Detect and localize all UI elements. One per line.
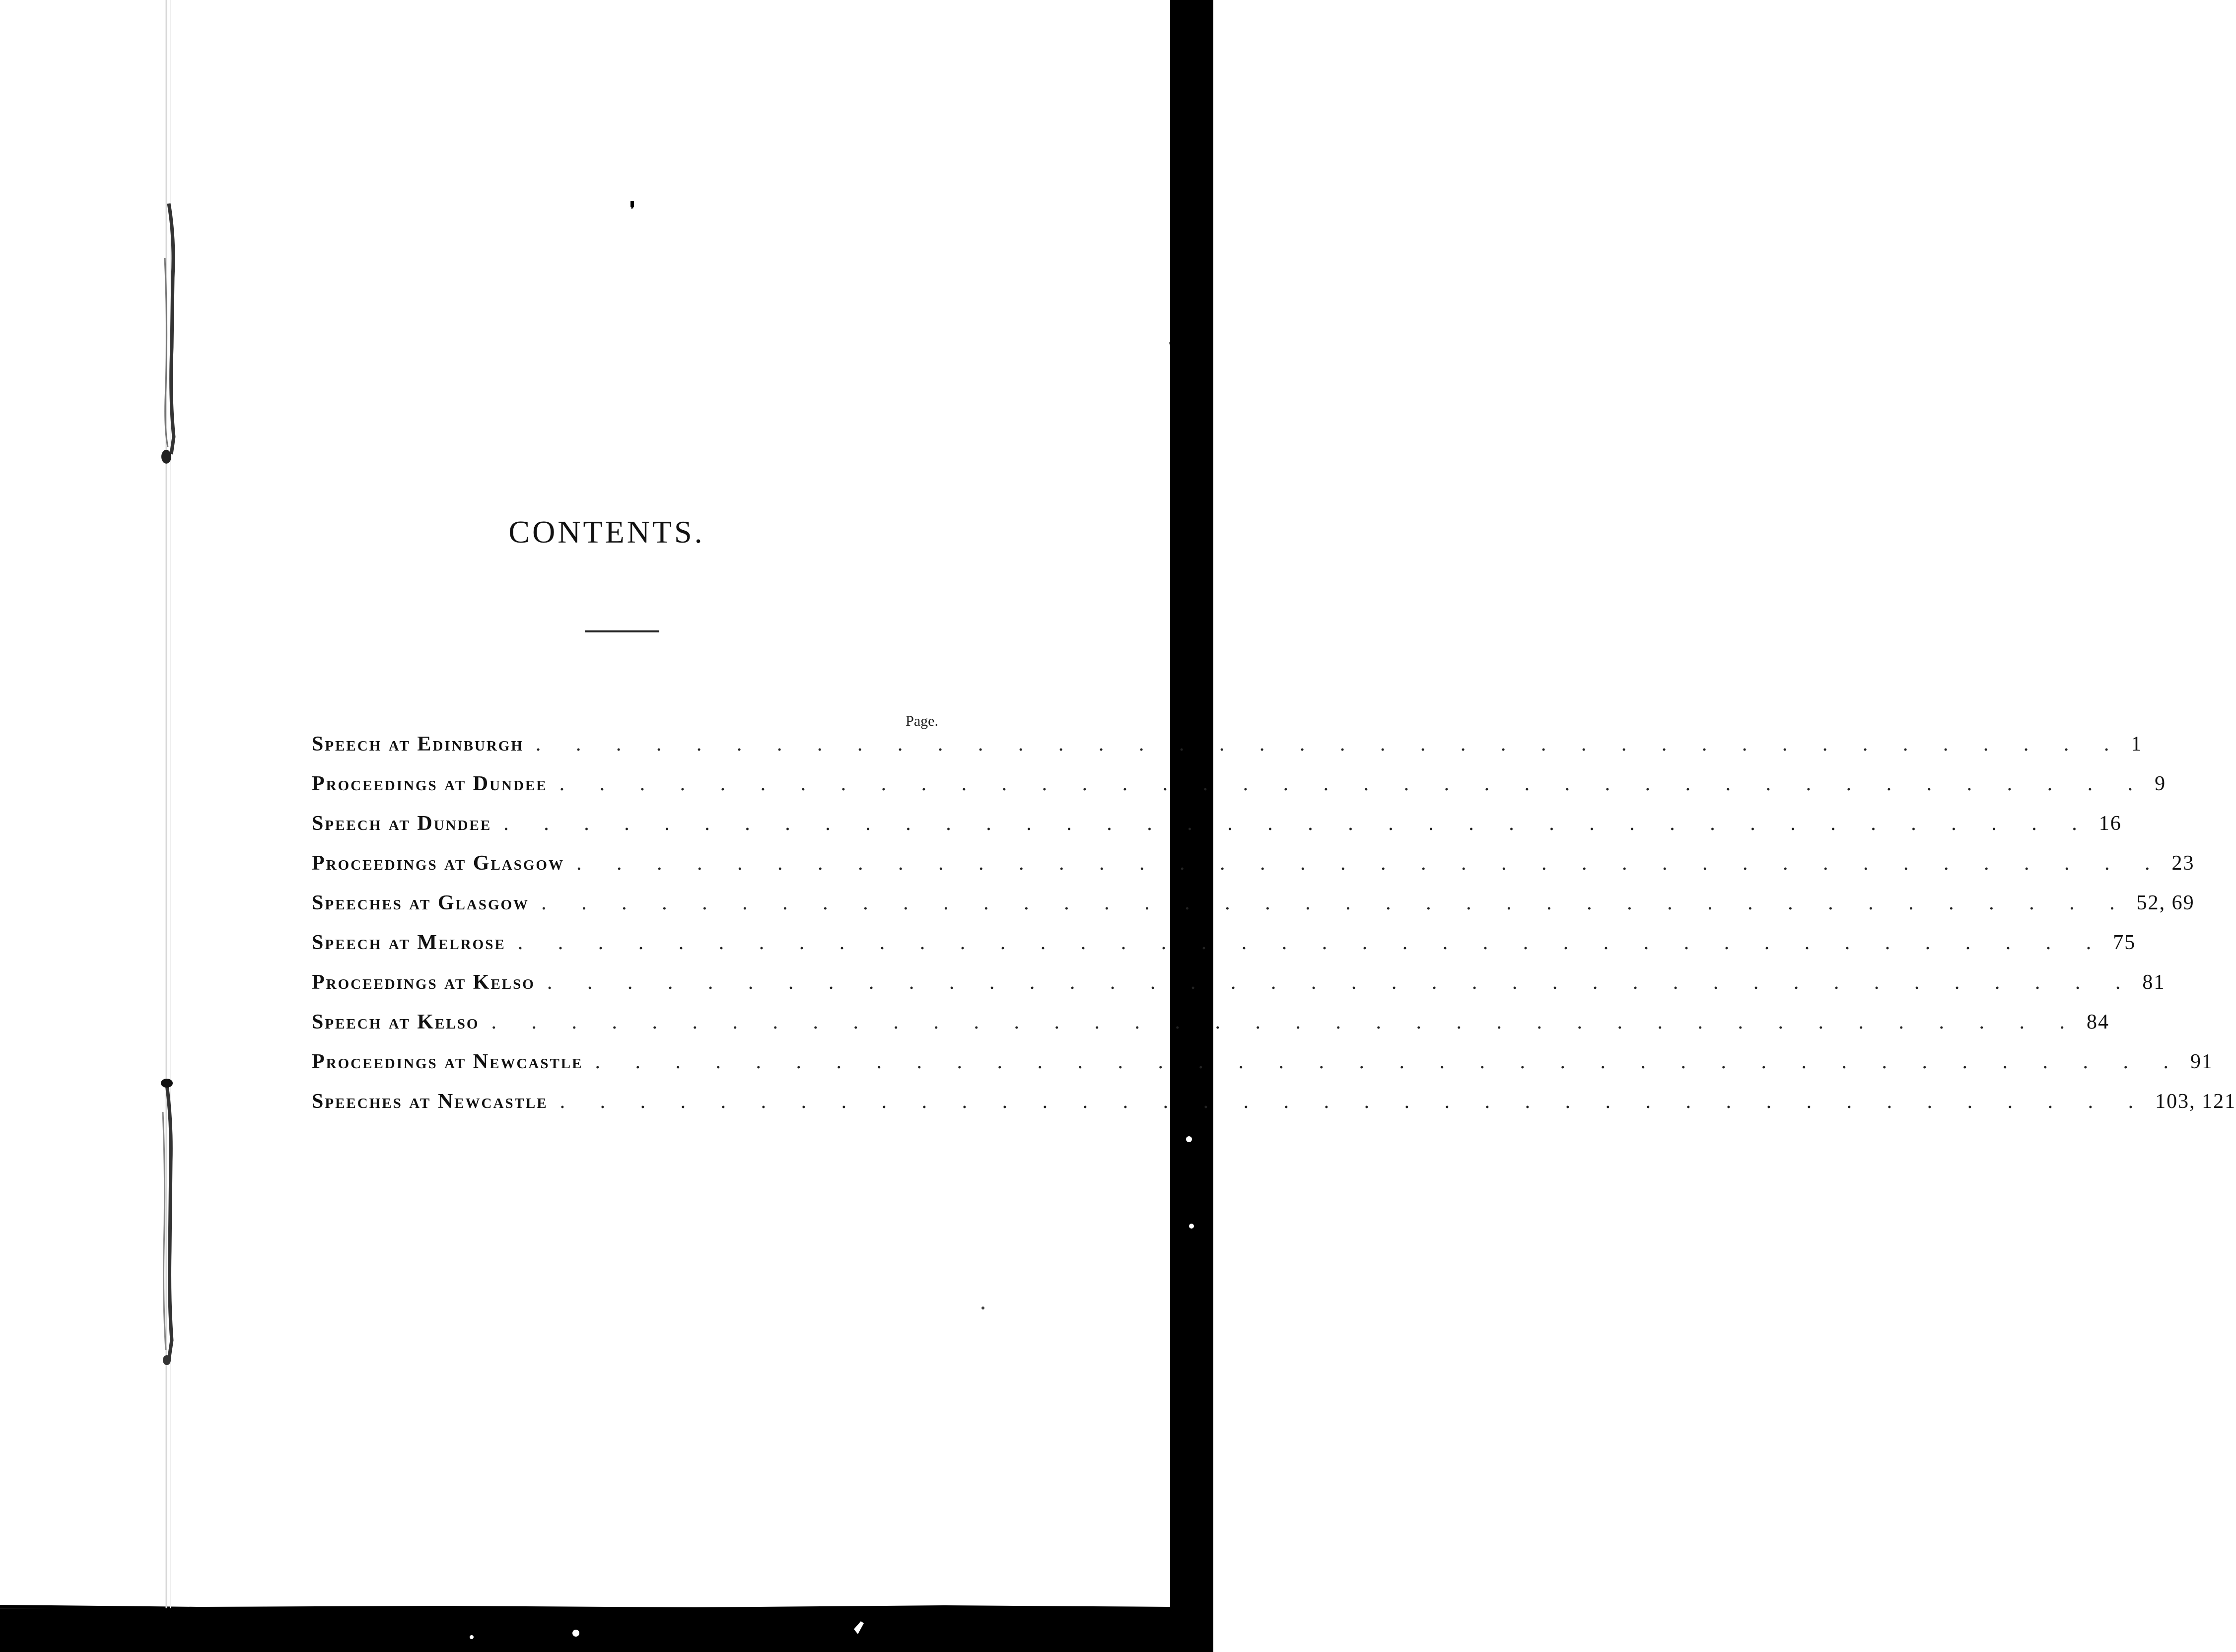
leader-dots: . . . . . . . . . . . . . . . . . . . . . . . . . . . . . . . . . . . . . . . . (541, 892, 2130, 914)
title-divider (585, 630, 659, 632)
leader-dots: . . . . . . . . . . . . . . . . . . . . . . . . . . . . . . . . . . . . . . . . (503, 812, 2092, 835)
stitch-lower (167, 1085, 172, 1360)
toc-entry-page: 1 (2131, 733, 2143, 756)
table-of-contents (312, 732, 2236, 1129)
toc-entry-title: Proceedings at Dundee (312, 772, 548, 795)
toc-entry-page: 75 (2113, 931, 2136, 954)
bottom-scan-edge (0, 1608, 1213, 1652)
toc-entry-title: Speeches at Newcastle (312, 1090, 548, 1113)
toc-entry-page: 16 (2098, 812, 2122, 835)
toc-entry-page: 103, 121 (2155, 1090, 2236, 1113)
leader-dots: . . . . . . . . . . . . . . . . . . . . . . . . . . . . . . . . . . . . . . . . (576, 852, 2165, 875)
toc-entry-page: 84 (2086, 1011, 2109, 1033)
toc-entry (312, 772, 2166, 812)
leader-dots: . . . . . . . . . . . . . . . . . . . . . . . . . . . . . . . . . . . . . . . . (547, 971, 2136, 994)
toc-entry-title: Speech at Kelso (312, 1011, 480, 1033)
leader-dots: . . . . . . . . . . . . . . . . . . . . . . . . . . . . . . . . . . . . . . . . (517, 931, 2106, 954)
toc-entry (312, 812, 2122, 851)
leader-dots: . . . . . . . . . . . . . . . . . . . . . . . . . . . . . . . . . . . . . . . . (535, 733, 2124, 756)
leader-dots: . . . . . . . . . . . . . . . . . . . . . . . . . . . . . . . . . . . . . . . . (491, 1011, 2080, 1033)
toc-entry-title: Speech at Dundee (312, 812, 492, 835)
toc-entry (312, 1010, 2109, 1050)
page-column-label: Page. (906, 713, 938, 729)
leader-dots: . . . . . . . . . . . . . . . . . . . . . . . . . . . . . . . . . . . . . . . . (559, 772, 2148, 795)
toc-entry (312, 1050, 2213, 1090)
toc-entry-title: Proceedings at Kelso (312, 971, 535, 994)
toc-entry-page: 81 (2142, 971, 2166, 994)
toc-entry-page: 91 (2190, 1050, 2213, 1073)
toc-entry-title: Proceedings at Newcastle (312, 1050, 583, 1073)
toc-entry-title: Proceedings at Glasgow (312, 852, 564, 875)
toc-entry (312, 851, 2195, 891)
toc-entry (312, 1090, 2236, 1129)
sheet-bottom-edge (0, 1606, 1170, 1609)
toc-entry-title: Speech at Edinburgh (312, 733, 524, 756)
stitch-upper (169, 204, 174, 454)
toc-entry-title: Speeches at Glasgow (312, 892, 530, 914)
page-title: CONTENTS. (508, 514, 705, 550)
toc-entry (312, 891, 2195, 931)
toc-entry-title: Speech at Melrose (312, 931, 506, 954)
toc-entry-page: 52, 69 (2136, 892, 2195, 914)
toc-entry (312, 732, 2143, 772)
toc-entry (312, 970, 2166, 1010)
toc-entry-page: 23 (2171, 852, 2195, 875)
leader-dots: . . . . . . . . . . . . . . . . . . . . . . . . . . . . . . . . . . . . . . . . (559, 1090, 2149, 1113)
toc-entry-page: 9 (2155, 772, 2166, 795)
toc-entry (312, 931, 2136, 970)
leader-dots: . . . . . . . . . . . . . . . . . . . . . . . . . . . . . . . . . . . . . . . . (595, 1050, 2183, 1073)
